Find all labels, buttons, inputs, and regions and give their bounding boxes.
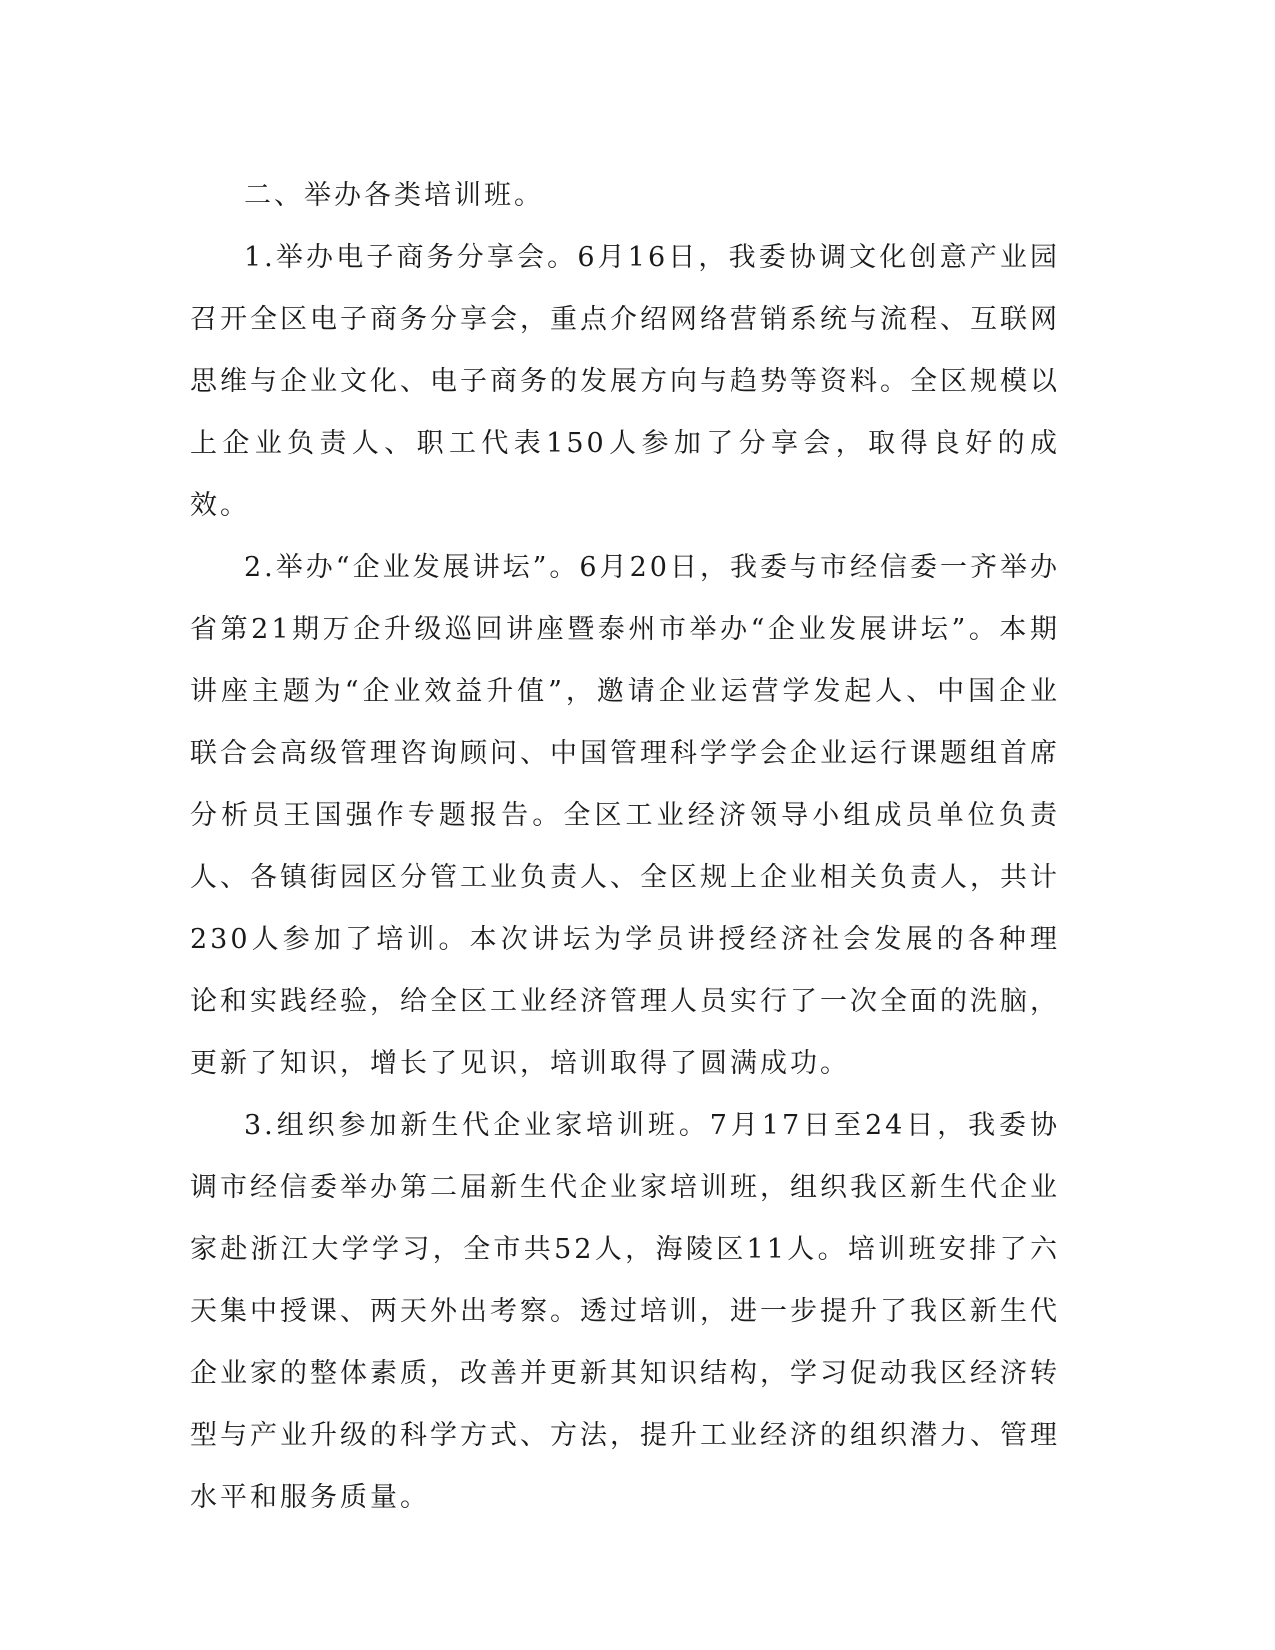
document-body: [190, 165, 1060, 1529]
paragraph-new-generation-training: 3.组织参加新生代企业家培训班。7月17日至24日，我委协调市经信委举办第二届新生代企业家培训班，组织我区新生代企业家赴浙江大学学习，全市共52人，海陵区11人。培训班安排了六天集中授课、两天外出考察。透过培训，进一步提升了我区新生代企业家的整体素质，改善并更新其知识结构，学习促动我区经济转型与产业升级的科学方式、方法，提升工业经济的组织潜力、管理水平和服务质量。: [190, 1110, 1060, 1513]
paragraph-ecommerce-sharing: 1.举办电子商务分享会。6月16日，我委协调文化创意产业园召开全区电子商务分享会，重点介绍网络营销系统与流程、互联网思维与企业文化、电子商务的发展方向与趋势等资料。全区规模以上企业负责人、职工代表150人参加了分享会，取得良好的成效。: [190, 242, 1060, 521]
section-heading: 二、举办各类培训班。: [244, 180, 544, 211]
paragraph-enterprise-forum: 2.举办“企业发展讲坛”。6月20日，我委与市经信委一齐举办省第21期万企升级巡回讲座暨泰州市举办“企业发展讲坛”。本期讲座主题为“企业效益升值”，邀请企业运营学发起人、中国企业联合会高级管理咨询顾问、中国管理科学学会企业运行课题组首席分析员王国强作专题报告。全区工业经济领导小组成员单位负责人、各镇街园区分管工业负责人、全区规上企业相关负责人，共计230人参加了培训。本次讲坛为学员讲授经济社会发展的各种理论和实践经验，给全区工业经济管理人员实行了一次全面的洗脑，更新了知识，增长了见识，培训取得了圆满成功。: [190, 552, 1060, 1079]
